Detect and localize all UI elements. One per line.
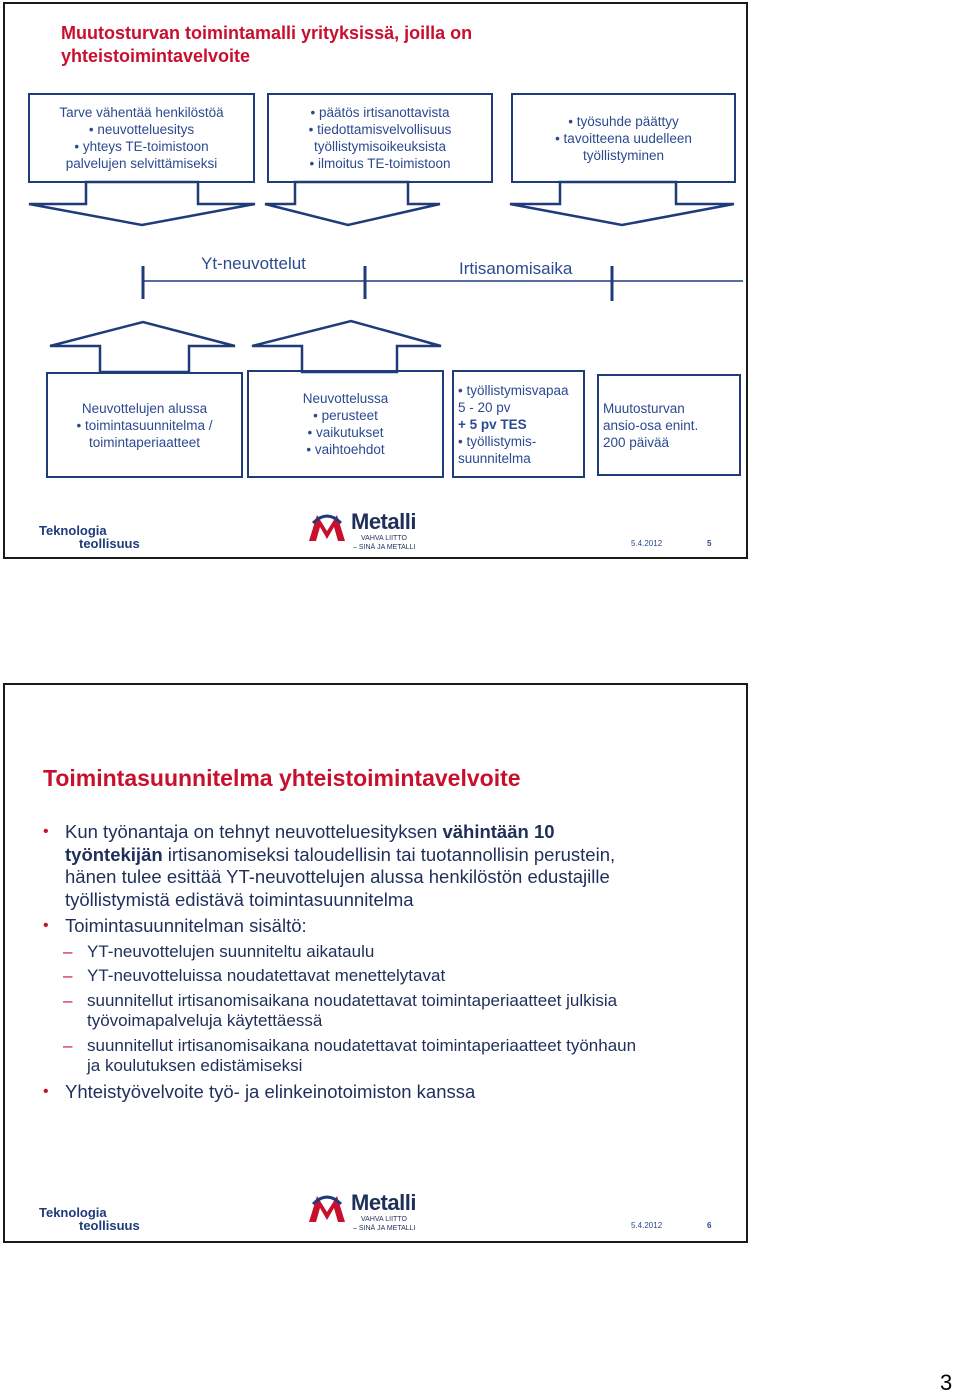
bullet-text: Yhteistyövelvoite työ- ja elinkeinotoimiston kanssa [65, 1080, 476, 1102]
title-line: Muutosturvan toimintamalli yrityksissä, joilla on [61, 23, 473, 43]
box-text: + 5 pv TES [458, 416, 527, 432]
up-arrow [252, 321, 441, 372]
bullet-item [41, 821, 641, 911]
dash-icon: – [63, 990, 73, 1010]
bullet-text-bold: vähintään 10 työntekijän [65, 821, 555, 865]
box-text: palvelujen selvittämiseksi [65, 156, 218, 171]
dash-icon: – [63, 941, 73, 961]
sub-bullet-text: suunnitellut irtisanomisaikana noudatettavat toimintaperiaatteet julkisia työvoimapalveluja käytettäessä [87, 990, 618, 1030]
logo-text: Metalli [351, 1190, 416, 1215]
up-arrow [50, 322, 235, 372]
box-text: • työllistymisvapaa [458, 382, 569, 398]
bullet-item [41, 915, 641, 938]
box-text: • ilmoitus TE-toimistoon [309, 156, 451, 171]
slide-number: 6 [707, 1221, 712, 1230]
box-text: • vaihtoehdot [306, 442, 385, 457]
bullet-item [41, 1081, 641, 1104]
logo-text: – SINÄ JA METALLI [353, 1225, 416, 1232]
step-box-negotiation [247, 370, 444, 478]
slide-6 [3, 683, 748, 1243]
down-arrow [265, 182, 440, 225]
sub-bullet-item [41, 942, 641, 963]
bullet-dot-icon: • [43, 1082, 49, 1100]
slide-5 [3, 2, 748, 559]
sub-bullet-text: YT-neuvottelujen suunniteltu aikataulu [87, 941, 375, 961]
step-box-employment-leave [452, 370, 585, 478]
bullet-text: Toimintasuunnitelman sisältö: [65, 915, 307, 936]
box-text: Neuvottelussa [302, 391, 389, 406]
sub-bullet-item [41, 991, 641, 1032]
step-box-security-allowance [597, 374, 741, 476]
footer-date: 5.4.2012 [631, 539, 663, 548]
logo-text: Metalli [351, 509, 416, 534]
logo-text: teollisuus [79, 536, 140, 551]
logo-text: Teknologia [39, 523, 107, 538]
slide-title: Toimintasuunnitelma yhteistoimintavelvoite [43, 765, 521, 791]
logo-text: teollisuus [79, 1218, 140, 1233]
logo-text: Teknologia [39, 1205, 107, 1220]
box-text: • päätös irtisanottavista [310, 105, 450, 120]
page-number: 3 [940, 1370, 953, 1395]
box-text: toimintaperiaatteet [88, 434, 201, 450]
metalli-emblem-icon [307, 511, 347, 543]
box-text: • työllistymis- [458, 433, 537, 449]
bullet-dot-icon: • [43, 917, 49, 934]
sub-bullet-item [41, 966, 641, 987]
step-box-reduction-need [28, 93, 255, 183]
box-text: työllistyminen [582, 147, 665, 163]
bullet-list [41, 821, 641, 1107]
logo-text: VAHVA LIITTO [361, 535, 407, 542]
timeline-label-yt: Yt-neuvottelut [201, 254, 306, 273]
box-text: ansio-osa enint. [603, 418, 699, 433]
box-text: 200 päivää [603, 435, 670, 450]
bullet-dot-icon: • [43, 823, 49, 840]
box-text: • toimintasuunnitelma / [76, 417, 213, 433]
metalliliitto-logo [307, 509, 427, 557]
bullet-text: irtisanomiseksi taloudellisin tai tuotannollisin perustein, hänen tulee esittää YT-neuvottelujen alussa henkilöstön edustajille työllistymistä edistävä toimintasuunnitelma [65, 843, 616, 910]
slide-number: 5 [707, 539, 712, 548]
dash-icon: – [63, 966, 73, 985]
box-text: Neuvottelujen alussa [81, 400, 208, 416]
logo-text: VAHVA LIITTO [361, 1216, 407, 1223]
box-text: • neuvotteluesitys [88, 122, 195, 137]
timeline-label-notice: Irtisanomisaika [459, 259, 573, 278]
step-box-negotiation-start [46, 372, 243, 478]
box-text: • perusteet [313, 408, 378, 423]
step-box-decision [267, 93, 493, 183]
down-arrow [29, 182, 255, 225]
sub-bullet-item [41, 1036, 641, 1077]
box-text: • tiedottamisvelvollisuus [308, 122, 452, 137]
logo-text: – SINÄ JA METALLI [353, 544, 416, 551]
logo-slogan [353, 1215, 416, 1233]
step-box-employment-ends [511, 93, 736, 183]
logo-slogan [353, 534, 416, 552]
box-text: • tavoitteena uudelleen [555, 130, 692, 146]
box-text: Muutosturvan [603, 401, 685, 416]
down-arrow [510, 182, 734, 225]
dash-icon: – [63, 1035, 73, 1055]
metalli-emblem-icon [307, 1192, 347, 1224]
box-text: 5 - 20 pv [458, 399, 511, 415]
box-text: suunnitelma [458, 450, 531, 466]
teknologiateollisuus-logo [39, 524, 140, 550]
sub-bullet-text: YT-neuvotteluissa noudatettavat menettelytavat [87, 966, 446, 985]
box-text: • vaikutukset [307, 425, 384, 440]
box-text: • työsuhde päättyy [568, 113, 679, 129]
box-text: • yhteys TE-toimistoon [74, 139, 209, 154]
box-text: työllistymisoikeuksista [313, 139, 447, 154]
metalliliitto-logo [307, 1190, 427, 1238]
box-text: Tarve vähentää henkilöstöä [59, 105, 224, 120]
title-line: yhteistoimintavelvoite [61, 46, 251, 66]
teknologiateollisuus-logo [39, 1206, 140, 1232]
bullet-text: Kun työnantaja on tehnyt neuvotteluesityksen [65, 821, 443, 842]
sub-bullet-text: suunnitellut irtisanomisaikana noudatettavat toimintaperiaatteet työnhaun ja koulutuksen edistämiseksi [87, 1035, 637, 1075]
footer-date: 5.4.2012 [631, 1221, 663, 1230]
